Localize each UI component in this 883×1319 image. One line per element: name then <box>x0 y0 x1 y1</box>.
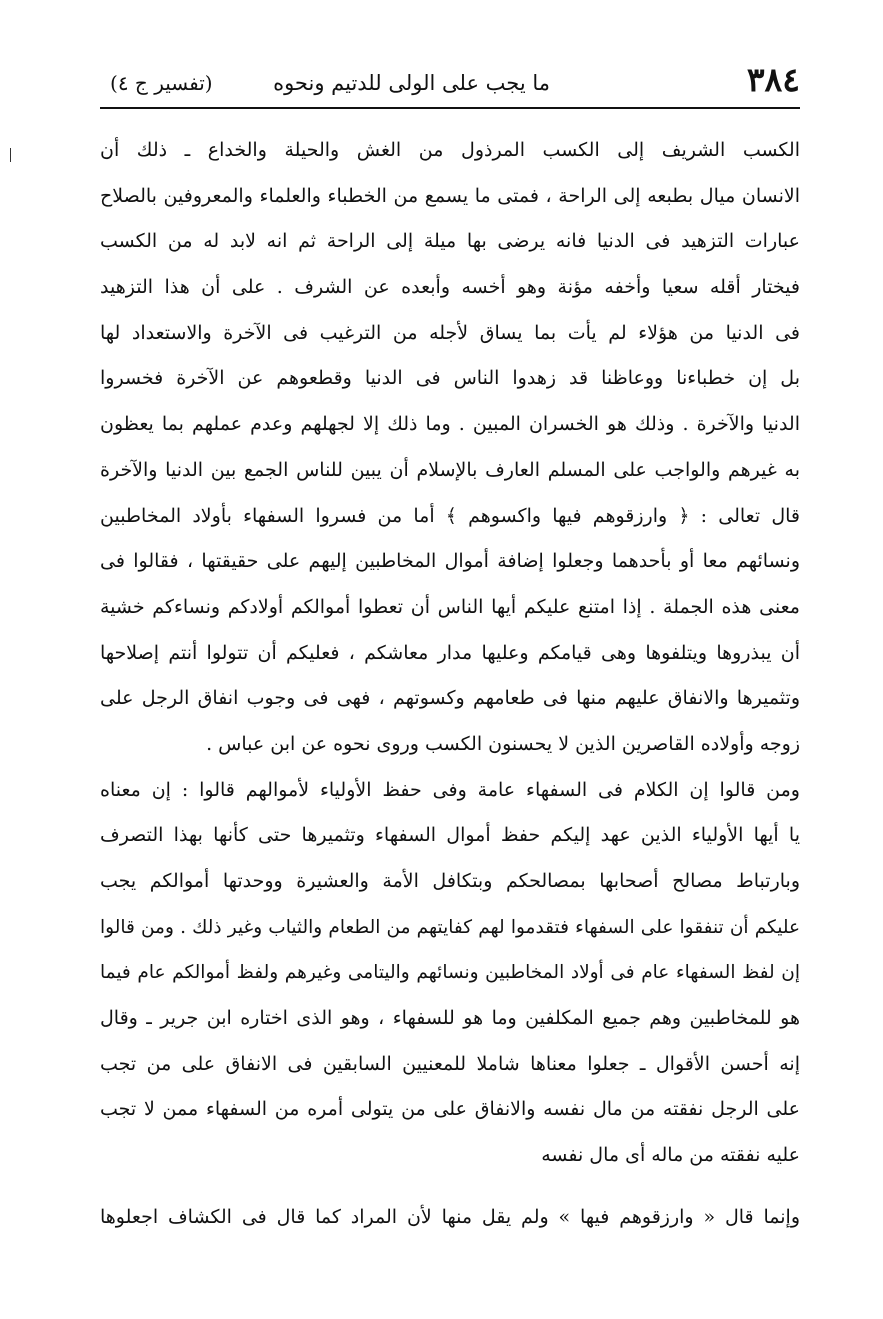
volume-reference: (تفسير ج ٤) <box>110 71 213 95</box>
text-line: معنى هذه الجملة . إذا امتنع عليكم أيها الناس أن تعطوا أموالكم أولادكم ونساءكم خشية <box>100 595 800 618</box>
page-header <box>100 60 800 104</box>
text-line: عبارات التزهيد فى الدنيا فانه يرضى بها ميلة إلى الراحة ثم انه لابد له من الكسب <box>100 230 800 253</box>
header-rule <box>100 107 800 109</box>
text-line: فى الدنيا من هؤلاء لم يأت بما يساق لأجله من الترغيب فى الآخرة والاستعداد لها <box>100 321 800 344</box>
text-line: الانسان ميال بطبعه إلى الراحة ، فمتى ما يسمع من الخطباء والعلماء والمعروفين بالصلاح <box>100 184 800 207</box>
text-line: أن يبذروها ويتلفوها وهى قيامكم وعليها مدار معاشكم ، فعليكم أن تتولوا أنتم إصلاحها <box>100 641 800 664</box>
text-line: فيختار أقله سعيا وأخفه مؤنة وهو أخسه وأبعده عن الشرف . على أن هذا التزهيد <box>100 276 800 299</box>
text-line: به غيرهم والواجب على المسلم العارف بالإسلام أن يبين للناس الجمع بين الدنيا والآخرة <box>100 458 800 481</box>
text-line: على الرجل نفقته من مال نفسه والانفاق على من يتولى أمره من السفهاء ممن لا تجب <box>100 1098 800 1121</box>
text-line: هو للمخاطبين وهم جميع المكلفين وما هو للسفهاء ، وهو الذى اختاره ابن جرير ـ وقال <box>100 1007 800 1030</box>
running-title: ما يجب على الولى للدتيم ونحوه <box>273 71 550 95</box>
text-line: عليكم أن تنفقوا على السفهاء فتقدموا لهم كفايتهم من الطعام والثياب وغير ذلك . ومن قالوا <box>100 916 800 938</box>
text-line: الدنيا والآخرة . وذلك هو الخسران المبين . وما ذلك إلا لجهلهم وعدم عملهم بما يعظون <box>100 413 800 436</box>
margin-mark <box>10 148 11 162</box>
text-line: ومن قالوا إن الكلام فى السفهاء عامة وفى حفظ الأولياء لأموالهم قالوا : إن معناه <box>100 778 800 801</box>
page-number: ٣٨٤ <box>746 60 800 99</box>
text-line: زوجه وأولاده القاصرين الذين لا يحسنون الكسب وروى نحوه عن ابن عباس . <box>206 732 800 755</box>
text-line: وتثميرها والانفاق عليهم منها فى طعامهم وكسوتهم ، فهى فى وجوب انفاق الرجل على <box>100 687 800 710</box>
text-line: قال تعالى : ﴿ وارزقوهم فيها واكسوهم ﴾ أما من فسروا السفهاء بأولاد المخاطبين <box>100 504 800 527</box>
text-line: ونسائهم معا أو بأحدهما وجعلوا إضافة أموال المخاطبين إليهم على حقيقتها ، فقالوا فى <box>100 550 800 573</box>
text-line: يا أيها الأولياء الذين عهد إليكم حفظ أموال السفهاء وتثميرها حتى كأنها بهذا التصرف <box>100 824 800 847</box>
body-text <box>100 128 800 1241</box>
text-line: عليه نفقته من ماله أى مال نفسه <box>541 1144 800 1167</box>
text-line: بل إن خطباءنا ووعاظنا قد زهدوا الناس فى الدنيا وقطعوهم عن الآخرة فخسروا <box>100 367 800 390</box>
text-line: إنه أحسن الأقوال ـ جعلوا معناها شاملا للمعنيين السابقين فى الانفاق على من تجب <box>100 1052 800 1075</box>
text-line: وبارتباط مصالح أصحابها بمصالحكم وبتكافل الأمة والعشيرة ووحدتها أموالكم يجب <box>100 870 800 892</box>
text-line: إن لفظ السفهاء عام فى أولاد المخاطبين ونسائهم واليتامى وغيرهم ولفظ أموالكم عام فيما <box>100 962 800 984</box>
text-line: الكسب الشريف إلى الكسب المرذول من الغش والحيلة والخداع ـ ذلك أن <box>100 139 800 161</box>
text-line: وإنما قال « وارزقوهم فيها » ولم يقل منها لأن المراد كما قال فى الكشاف اجعلوها <box>100 1205 800 1228</box>
